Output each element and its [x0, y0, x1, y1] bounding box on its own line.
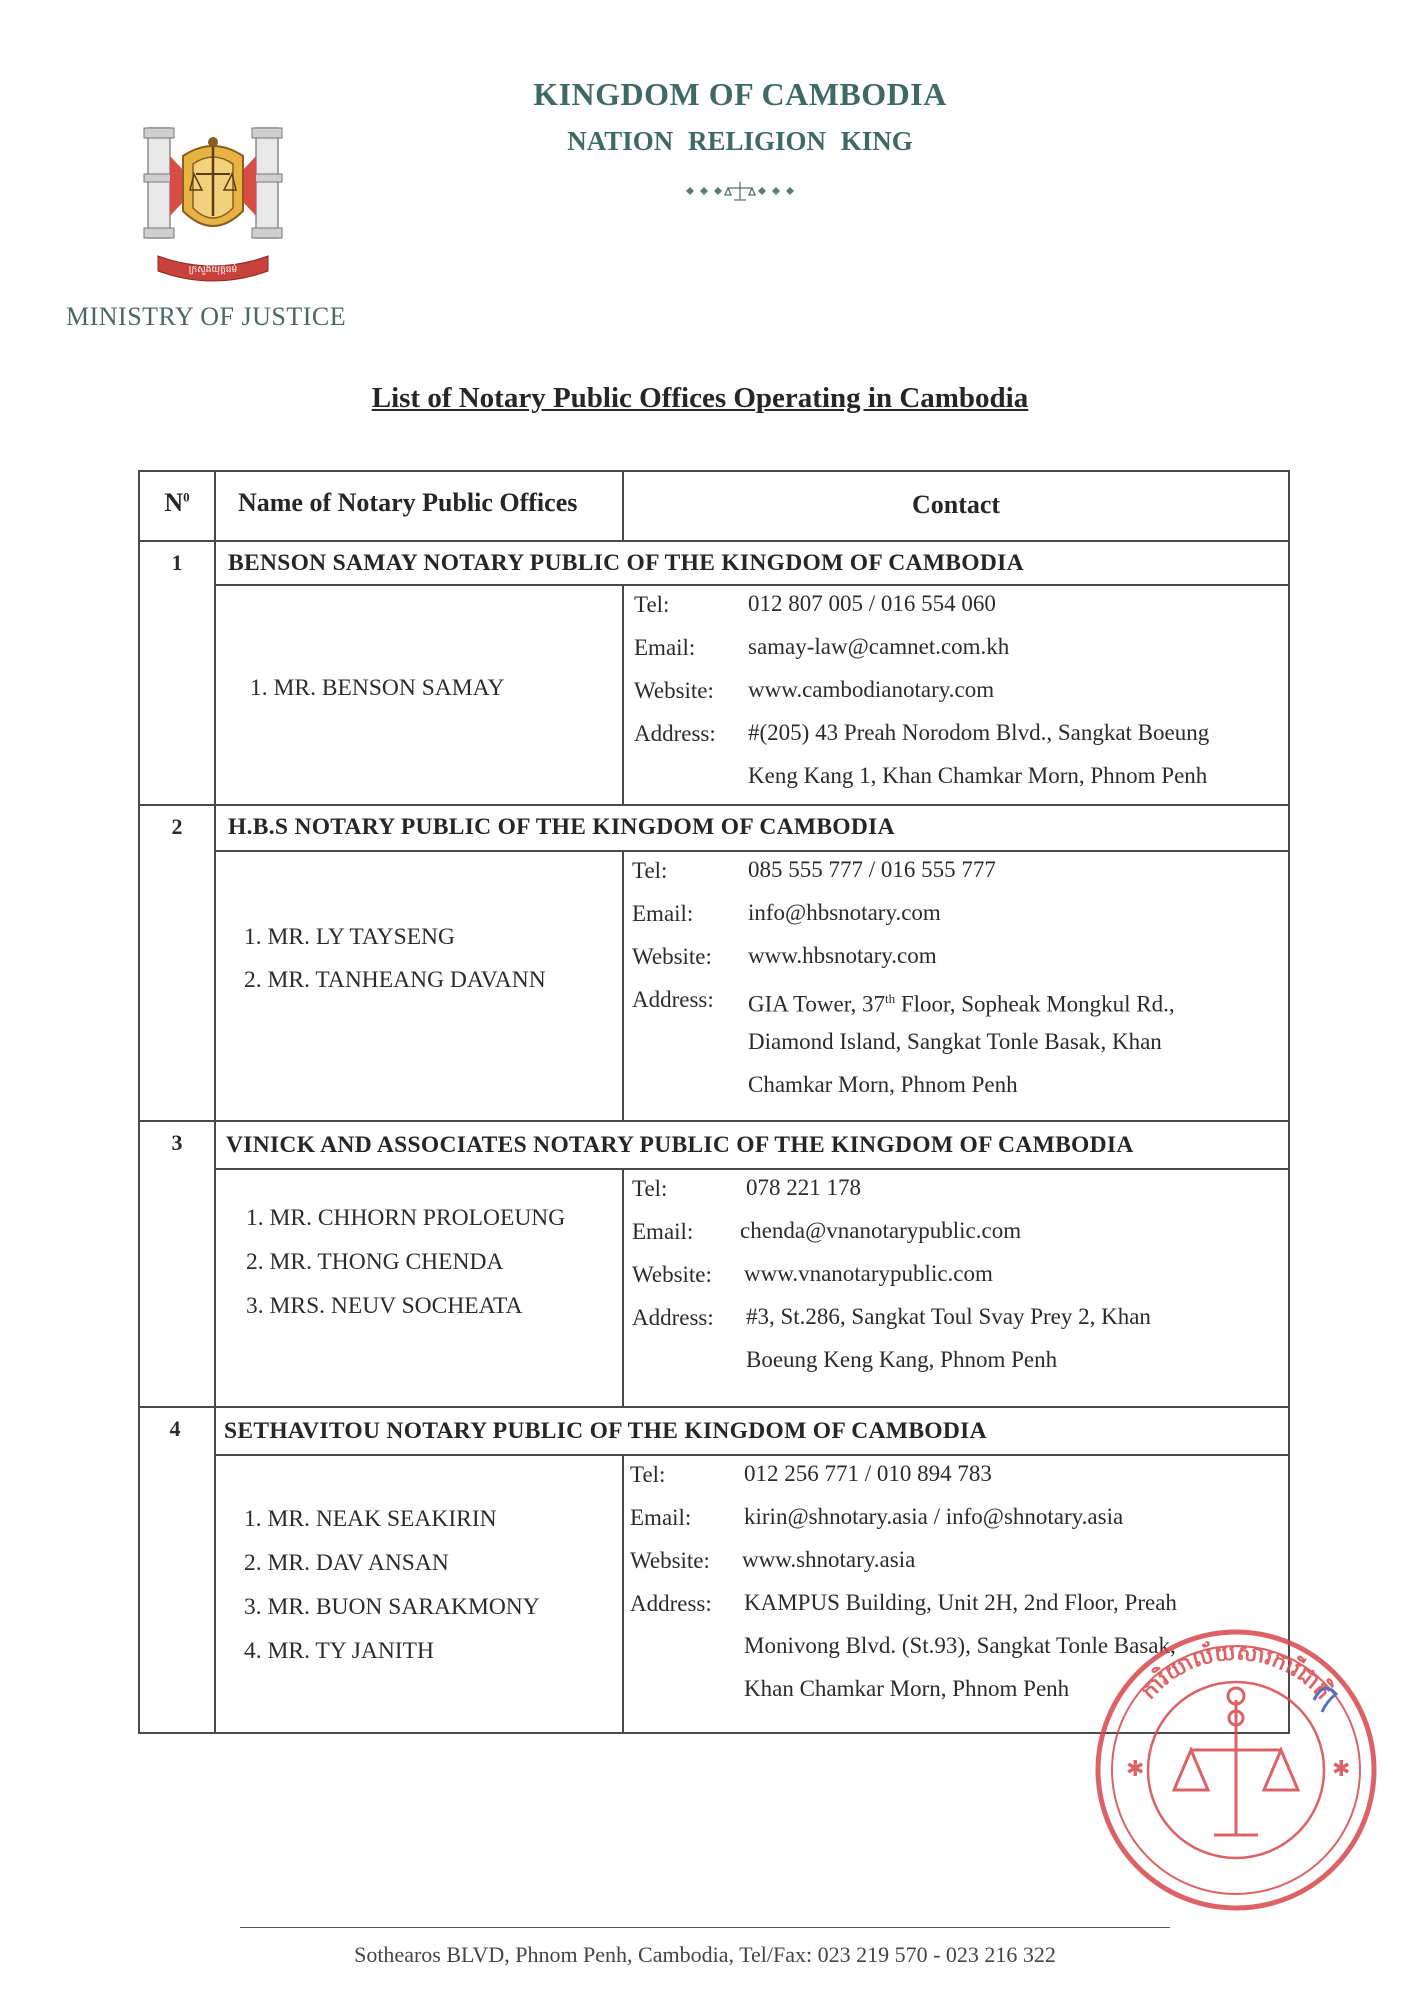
address-line: Diamond Island, Sangkat Tonle Basak, Khan: [748, 1029, 1162, 1054]
national-motto: NATION RELIGION KING: [567, 126, 913, 156]
emblem-ribbon-text: ក្រសួងយុត្តិធម៌: [188, 265, 238, 275]
ministry-emblem: [138, 116, 288, 291]
footer-contact: Sothearos BLVD, Phnom Penh, Cambodia, Tel/Fax: 023 219 570 - 023 216 322: [354, 1942, 1056, 1967]
office-number: 3: [171, 1130, 183, 1155]
tel-value: 085 555 777 / 016 555 777: [748, 857, 996, 882]
office-name: H.B.S NOTARY PUBLIC OF THE KINGDOM OF CAMBODIA: [228, 814, 895, 840]
website-label: Website:: [634, 678, 714, 703]
website-label: Website:: [630, 1548, 710, 1573]
header-number: $N^0$: [164, 488, 190, 517]
address-label: Address:: [630, 1591, 712, 1616]
address-line: GIA Tower, 37th Floor, Sopheak Mongkul Rd.,: [748, 991, 1175, 1017]
notary-name: 4. MR. TY JANITH: [244, 1638, 434, 1664]
office-number: 2: [171, 814, 183, 839]
notary-name: 2. MR. THONG CHENDA: [246, 1249, 504, 1275]
website-label: Website:: [632, 1262, 712, 1287]
address-line: KAMPUS Building, Unit 2H, 2nd Floor, Preah: [744, 1590, 1177, 1615]
website-link[interactable]: www.vnanotarypublic.com: [744, 1261, 993, 1286]
address-line: Chamkar Morn, Phnom Penh: [748, 1072, 1018, 1097]
office-number: 4: [169, 1416, 181, 1441]
notary-name: 1. MR. BENSON SAMAY: [250, 675, 505, 701]
footer-rule: [240, 1927, 1170, 1928]
notary-offices-table: [138, 470, 1290, 1734]
email-link[interactable]: chenda@vnanotarypublic.com: [740, 1218, 1022, 1243]
address-label: Address:: [632, 987, 714, 1012]
website-link[interactable]: www.shnotary.asia: [742, 1547, 916, 1572]
tel-label: Tel:: [632, 1176, 668, 1201]
motto-ornament: [640, 180, 840, 207]
email-label: Email:: [632, 1219, 694, 1244]
notary-name: 1. MR. LY TAYSENG: [244, 924, 455, 950]
address-line: #(205) 43 Preah Norodom Blvd., Sangkat Boeung: [748, 720, 1210, 745]
svg-text:✱: ✱: [1332, 1757, 1351, 1782]
office-name: VINICK AND ASSOCIATES NOTARY PUBLIC OF THE KINGDOM OF CAMBODIA: [226, 1132, 1134, 1158]
header-contact: Contact: [911, 490, 1001, 519]
address-line: Monivong Blvd. (St.93), Sangkat Tonle Basak,: [744, 1633, 1176, 1658]
office-name: SETHAVITOU NOTARY PUBLIC OF THE KINGDOM OF CAMBODIA: [224, 1418, 987, 1444]
notary-name: 1. MR. NEAK SEAKIRIN: [244, 1506, 497, 1532]
tel-value: 078 221 178: [746, 1175, 861, 1200]
address-label: Address:: [634, 721, 716, 746]
notary-name: 3. MR. BUON SARAKMONY: [244, 1594, 540, 1620]
tel-label: Tel:: [632, 858, 668, 883]
website-link[interactable]: www.cambodianotary.com: [748, 677, 995, 702]
notary-name: 2. MR. TANHEANG DAVANN: [244, 967, 546, 993]
notary-name: 2. MR. DAV ANSAN: [244, 1550, 449, 1576]
notary-name: 3. MRS. NEUV SOCHEATA: [246, 1293, 523, 1319]
email-link[interactable]: samay-law@camnet.com.kh: [748, 634, 1010, 659]
tel-value: 012 807 005 / 016 554 060: [748, 591, 996, 616]
email-link[interactable]: kirin@shnotary.asia / info@shnotary.asia: [744, 1504, 1124, 1529]
address-line: Keng Kang 1, Khan Chamkar Morn, Phnom Penh: [748, 763, 1208, 788]
address-line: #3, St.286, Sangkat Toul Svay Prey 2, Khan: [746, 1304, 1151, 1329]
email-label: Email:: [632, 901, 694, 926]
email-link[interactable]: info@hbsnotary.com: [748, 900, 941, 925]
website-label: Website:: [632, 944, 712, 969]
svg-text:✱: ✱: [1126, 1757, 1145, 1782]
tel-label: Tel:: [634, 592, 670, 617]
official-seal: [1086, 1620, 1386, 1925]
address-line: Khan Chamkar Morn, Phnom Penh: [744, 1676, 1070, 1701]
notary-name: 1. MR. CHHORN PROLOEUNG: [246, 1205, 566, 1231]
office-name: BENSON SAMAY NOTARY PUBLIC OF THE KINGDOM OF CAMBODIA: [228, 550, 1024, 576]
document-title: List of Notary Public Offices Operating in Cambodia: [371, 382, 1029, 414]
tel-value: 012 256 771 / 010 894 783: [744, 1461, 992, 1486]
office-number: 1: [171, 550, 183, 575]
website-link[interactable]: www.hbsnotary.com: [748, 943, 937, 968]
email-label: Email:: [630, 1505, 692, 1530]
email-label: Email:: [634, 635, 696, 660]
tel-label: Tel:: [630, 1462, 666, 1487]
seal-text: ការិយាល័យសារការីជាតិ: [1136, 1640, 1336, 1705]
header-office-name: Name of Notary Public Offices: [238, 488, 578, 517]
address-line: Boeung Keng Kang, Phnom Penh: [746, 1347, 1058, 1372]
ministry-name: MINISTRY OF JUSTICE: [66, 302, 347, 331]
kingdom-heading: KINGDOM OF CAMBODIA: [533, 76, 947, 112]
address-label: Address:: [632, 1305, 714, 1330]
